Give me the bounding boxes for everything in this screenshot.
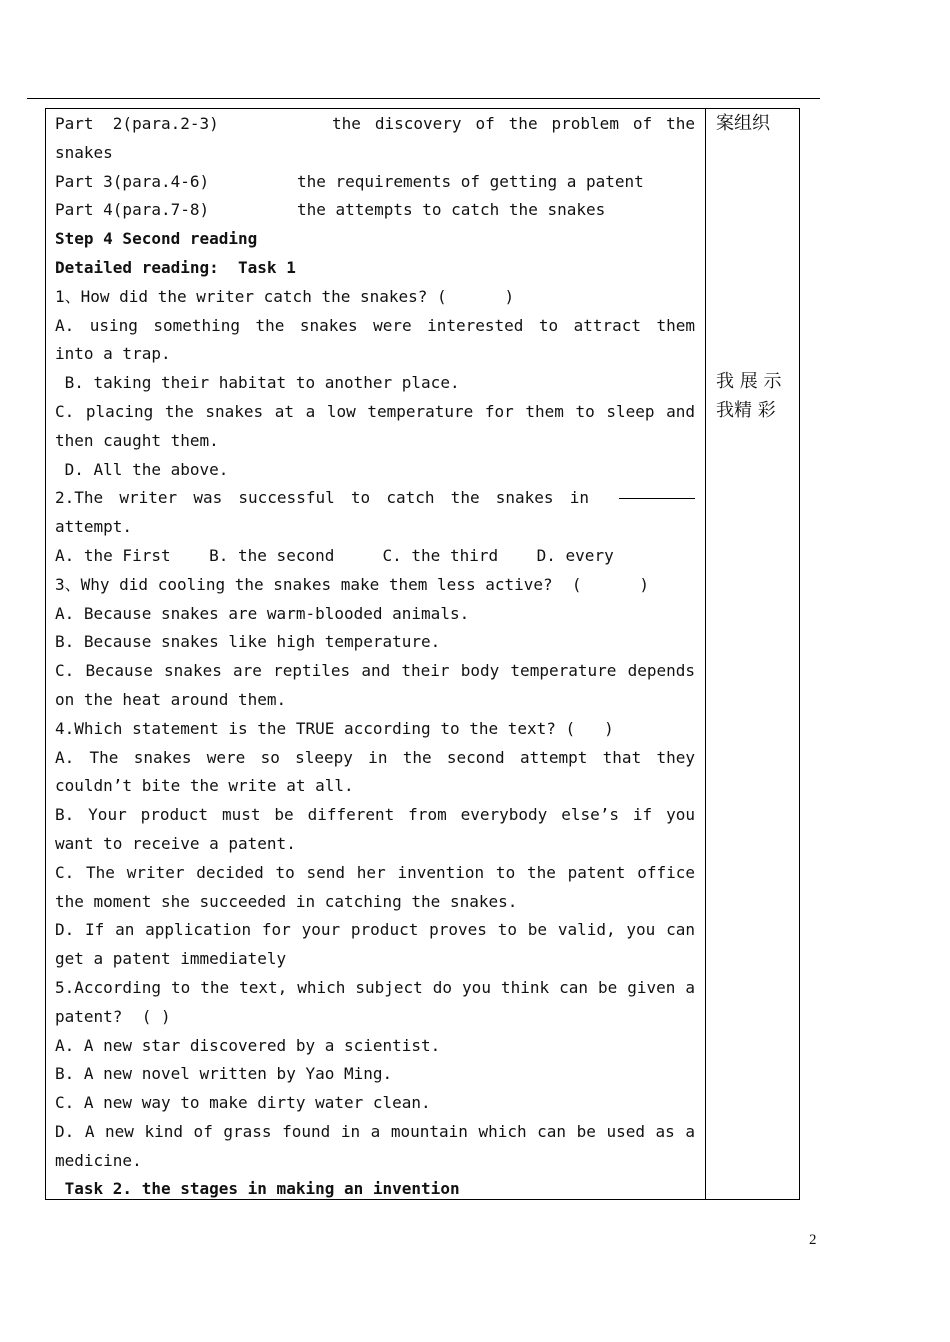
q1-option-c-cont: then caught them. bbox=[55, 430, 219, 450]
outline-part3 bbox=[55, 168, 695, 197]
task2-heading: Task 2. the stages in making an invention bbox=[55, 1179, 460, 1199]
q2-text: 2.The writer was successful to catch the snakes in bbox=[55, 488, 589, 508]
q4-option-c-cont: the moment she succeeded in catching the snakes. bbox=[55, 891, 518, 911]
outline-part2-cont: snakes bbox=[55, 142, 113, 162]
q5-option-a: A. A new star discovered by a scientist. bbox=[55, 1035, 441, 1055]
q4-option-d-cont: get a patent immediately bbox=[55, 949, 287, 969]
q1-line: 1、How did the writer catch the snakes? ( ) bbox=[55, 286, 515, 306]
q4-option-d: D. If an application for your product proves to be valid, you can bbox=[55, 920, 695, 940]
q5-option-d-cont: medicine. bbox=[55, 1150, 142, 1170]
q2-options: A. the First B. the second C. the third D. every bbox=[55, 545, 614, 565]
q4-option-b-cont: want to receive a patent. bbox=[55, 833, 296, 853]
page-number: 2 bbox=[809, 1232, 817, 1248]
q1-option-a-cont: into a trap. bbox=[55, 344, 171, 364]
q5-option-b: B. A new novel written by Yao Ming. bbox=[55, 1064, 393, 1084]
q4-line: 4.Which statement is the TRUE according to the text? ( ) bbox=[55, 718, 614, 738]
detailed-heading: Detailed reading: Task 1 bbox=[55, 257, 296, 277]
q1-option-d: D. All the above. bbox=[55, 459, 229, 479]
q2-cont: attempt. bbox=[55, 517, 133, 537]
q1-option-b: B. taking their habitat to another place. bbox=[55, 373, 460, 393]
q5-option-d: D. A new kind of grass found in a mountain which can be used as a bbox=[55, 1121, 695, 1141]
q5-line: 5.According to the text, which subject do you think can be given a bbox=[55, 977, 695, 997]
part3-text: the requirements of getting a patent bbox=[297, 171, 644, 191]
main-column bbox=[55, 110, 695, 1204]
part2-label: Part 2(para.2-3) bbox=[55, 114, 219, 133]
q3-option-b: B. Because snakes like high temperature. bbox=[55, 632, 441, 652]
column-divider bbox=[705, 108, 706, 1200]
q3-line: 3、Why did cooling the snakes make them less active? ( ) bbox=[55, 574, 649, 594]
q4-option-c: C. The writer decided to send her invention to the patent office bbox=[55, 862, 695, 882]
q3-option-c: C. Because snakes are reptiles and their body temperature depends bbox=[55, 661, 695, 681]
side-note-splendid: 我精 彩 bbox=[716, 400, 776, 421]
side-note-show: 我 展 示 bbox=[716, 371, 782, 392]
part4-label: Part 4(para.7-8) bbox=[55, 200, 210, 220]
part2-text: the discovery of the problem of the bbox=[332, 114, 695, 133]
q5-line-cont: patent? ( ) bbox=[55, 1006, 171, 1026]
q4-option-a-cont: couldn’t bite the write at all. bbox=[55, 776, 354, 796]
q5-option-c: C. A new way to make dirty water clean. bbox=[55, 1093, 431, 1113]
header-rule bbox=[27, 98, 820, 99]
q4-option-a: A. The snakes were so sleepy in the second attempt that they bbox=[55, 747, 695, 767]
q1-option-c: C. placing the snakes at a low temperature for them to sleep and bbox=[55, 401, 695, 421]
outline-part4 bbox=[55, 196, 695, 225]
part3-label: Part 3(para.4-6) bbox=[55, 171, 210, 191]
q2-line bbox=[55, 484, 695, 513]
q3-option-c-cont: on the heat around them. bbox=[55, 689, 287, 709]
q1-option-a: A. using something the snakes were interested to attract them bbox=[55, 315, 695, 335]
answer-blank bbox=[619, 484, 695, 499]
side-note-top: 案组织 bbox=[716, 113, 770, 134]
q4-option-b: B. Your product must be different from everybody else’s if you bbox=[55, 805, 695, 825]
outline-part2 bbox=[55, 110, 695, 139]
part4-text: the attempts to catch the snakes bbox=[297, 200, 606, 220]
step4-heading: Step 4 Second reading bbox=[55, 229, 258, 249]
q3-option-a: A. Because snakes are warm-blooded animals. bbox=[55, 603, 470, 623]
